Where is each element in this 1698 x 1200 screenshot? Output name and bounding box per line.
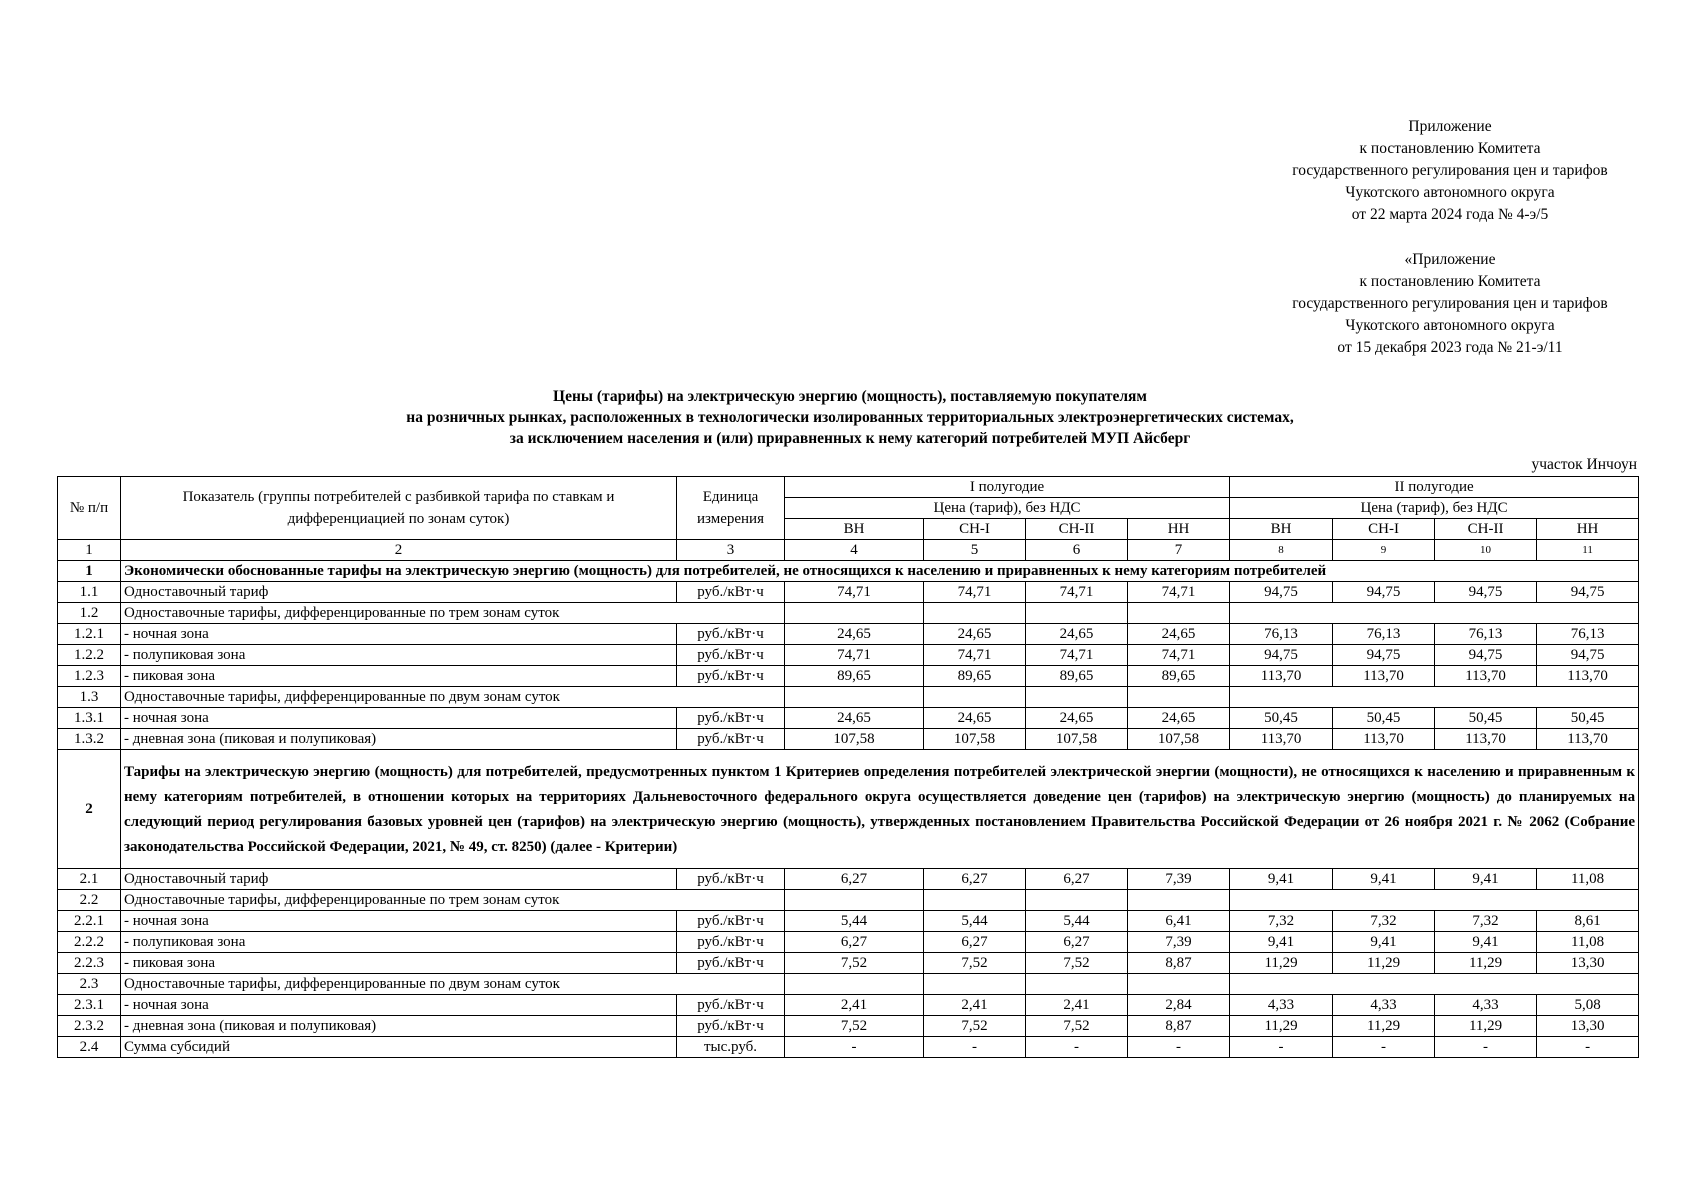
value-cell: 107,58 xyxy=(785,729,924,750)
header-half2: II полугодие xyxy=(1230,477,1639,498)
appendix-line: Чукотского автономного округа xyxy=(1345,184,1555,201)
value-cell: 6,41 xyxy=(1128,911,1230,932)
header-half1: I полугодие xyxy=(785,477,1230,498)
value-cell: 94,75 xyxy=(1435,645,1537,666)
value-cell: 6,27 xyxy=(785,932,924,953)
value-cell: - xyxy=(1128,1037,1230,1058)
column-number: 1 xyxy=(58,540,121,561)
column-number: 10 xyxy=(1435,540,1537,561)
row-unit: руб./кВт·ч xyxy=(677,932,785,953)
row-num: 1.1 xyxy=(58,582,121,603)
table-row xyxy=(58,932,1639,953)
value-cell: 94,75 xyxy=(1435,582,1537,603)
value-cell: 7,32 xyxy=(1230,911,1333,932)
value-cell: 2,41 xyxy=(785,995,924,1016)
value-cell: 50,45 xyxy=(1230,708,1333,729)
value-cell: 74,71 xyxy=(1128,645,1230,666)
value-cell: 74,71 xyxy=(1128,582,1230,603)
empty-cell xyxy=(1026,974,1128,995)
value-cell: 11,29 xyxy=(1435,953,1537,974)
value-cell: 7,52 xyxy=(1026,953,1128,974)
value-cell: - xyxy=(924,1037,1026,1058)
value-cell: - xyxy=(1537,1037,1639,1058)
section-title: Тарифы на электрическую энергию (мощность) для потребителей, предусмотренных пунктом 1 Критериев определения потребителей электрической энергии (мощности), не относящихся к населению и приравненным к нему категориям потребителей, в отношении которых на территориях Дальневосточного федерального округа осуществляется доведение цен (тарифов) на электрическую энергию (мощность) до планируемых на следующий период регулирования базовых уровней цен (тарифов) на электрическую энергию (мощность), утвержденных постановлением Правительства Российской Федерации от 26 ноября 2021 г. № 2062 (Собрание законодательства Российской Федерации, 2021, № 49, ст. 8250) (далее - Критерии) xyxy=(121,750,1639,869)
table-row xyxy=(58,974,1639,995)
row-num: 1.3 xyxy=(58,687,121,708)
empty-cell xyxy=(1230,687,1639,708)
value-cell: 5,44 xyxy=(785,911,924,932)
value-cell: 4,33 xyxy=(1333,995,1435,1016)
section-row xyxy=(58,750,1639,869)
appendix-line: Чукотского автономного округа xyxy=(1345,317,1555,334)
row-name: - ночная зона xyxy=(121,995,677,1016)
document-title xyxy=(260,386,1440,449)
value-cell: 5,08 xyxy=(1537,995,1639,1016)
empty-cell xyxy=(924,974,1026,995)
value-cell: 76,13 xyxy=(1333,624,1435,645)
value-cell: 7,52 xyxy=(1026,1016,1128,1037)
value-cell: 4,33 xyxy=(1435,995,1537,1016)
row-num: 2.2.3 xyxy=(58,953,121,974)
table-row xyxy=(58,624,1639,645)
value-cell: 6,27 xyxy=(924,869,1026,890)
value-cell: 2,84 xyxy=(1128,995,1230,1016)
table-row xyxy=(58,729,1639,750)
header-level: СН-II xyxy=(1026,519,1128,540)
value-cell: 11,29 xyxy=(1333,1016,1435,1037)
row-name: Одноставочные тарифы, дифференцированные по трем зонам суток xyxy=(121,603,785,624)
header-price-label: Цена (тариф), без НДС xyxy=(1230,498,1639,519)
value-cell: 94,75 xyxy=(1333,645,1435,666)
header-num: № п/п xyxy=(58,477,121,540)
value-cell: 6,27 xyxy=(1026,932,1128,953)
row-name: Одноставочные тарифы, дифференцированные по двум зонам суток xyxy=(121,974,785,995)
section1-body xyxy=(58,561,1639,750)
table-row xyxy=(58,603,1639,624)
empty-cell xyxy=(785,603,924,624)
value-cell: 9,41 xyxy=(1333,932,1435,953)
value-cell: 5,44 xyxy=(1026,911,1128,932)
row-name: - ночная зона xyxy=(121,624,677,645)
value-cell: 113,70 xyxy=(1230,729,1333,750)
value-cell: 11,29 xyxy=(1230,1016,1333,1037)
row-num: 1.3.2 xyxy=(58,729,121,750)
row-name: - пиковая зона xyxy=(121,666,677,687)
value-cell: 113,70 xyxy=(1333,729,1435,750)
value-cell: 9,41 xyxy=(1230,869,1333,890)
column-number: 11 xyxy=(1537,540,1639,561)
column-number: 5 xyxy=(924,540,1026,561)
value-cell: 50,45 xyxy=(1537,708,1639,729)
header-unit: Единица измерения xyxy=(677,477,785,540)
row-name: - дневная зона (пиковая и полупиковая) xyxy=(121,1016,677,1037)
title-line: на розничных рынках, расположенных в технологически изолированных территориальных электроэнергетических системах, xyxy=(406,409,1294,426)
row-name: - пиковая зона xyxy=(121,953,677,974)
row-unit: руб./кВт·ч xyxy=(677,708,785,729)
appendix-header-original xyxy=(1230,249,1670,359)
row-name: - полупиковая зона xyxy=(121,932,677,953)
value-cell: 11,08 xyxy=(1537,869,1639,890)
row-name: - полупиковая зона xyxy=(121,645,677,666)
value-cell: 11,29 xyxy=(1333,953,1435,974)
value-cell: - xyxy=(1230,1037,1333,1058)
empty-cell xyxy=(924,687,1026,708)
table-row xyxy=(58,1016,1639,1037)
row-num: 2.3.2 xyxy=(58,1016,121,1037)
value-cell: 74,71 xyxy=(1026,645,1128,666)
appendix-line: к постановлению Комитета xyxy=(1359,140,1541,157)
value-cell: 8,87 xyxy=(1128,953,1230,974)
row-num: 2.2 xyxy=(58,890,121,911)
value-cell: 13,30 xyxy=(1537,1016,1639,1037)
value-cell: 6,27 xyxy=(1026,869,1128,890)
value-cell: 7,39 xyxy=(1128,932,1230,953)
header-level: НН xyxy=(1128,519,1230,540)
empty-cell xyxy=(1128,974,1230,995)
row-unit: руб./кВт·ч xyxy=(677,953,785,974)
value-cell: 89,65 xyxy=(924,666,1026,687)
row-num: 2.1 xyxy=(58,869,121,890)
row-num: 1.2.2 xyxy=(58,645,121,666)
section-row xyxy=(58,561,1639,582)
value-cell: 50,45 xyxy=(1333,708,1435,729)
empty-cell xyxy=(924,603,1026,624)
column-number: 6 xyxy=(1026,540,1128,561)
section-name: участок Инчоун xyxy=(1531,456,1637,473)
value-cell: 5,44 xyxy=(924,911,1026,932)
header-level: ВН xyxy=(1230,519,1333,540)
header-level: СН-I xyxy=(1333,519,1435,540)
value-cell: 76,13 xyxy=(1537,624,1639,645)
empty-cell xyxy=(1128,890,1230,911)
row-name: - ночная зона xyxy=(121,708,677,729)
section2-body xyxy=(58,750,1639,1058)
row-name: Сумма субсидий xyxy=(121,1037,677,1058)
column-number: 2 xyxy=(121,540,677,561)
value-cell: 74,71 xyxy=(924,582,1026,603)
empty-cell xyxy=(1230,603,1639,624)
table-row xyxy=(58,911,1639,932)
row-num: 2.2.2 xyxy=(58,932,121,953)
empty-cell xyxy=(1128,603,1230,624)
column-number: 4 xyxy=(785,540,924,561)
row-unit: руб./кВт·ч xyxy=(677,582,785,603)
value-cell: 6,27 xyxy=(785,869,924,890)
row-unit: руб./кВт·ч xyxy=(677,645,785,666)
row-name: Одноставочные тарифы, дифференцированные по двум зонам суток xyxy=(121,687,785,708)
value-cell: 113,70 xyxy=(1537,729,1639,750)
value-cell: 94,75 xyxy=(1230,582,1333,603)
row-num: 2.3 xyxy=(58,974,121,995)
value-cell: 107,58 xyxy=(924,729,1026,750)
value-cell: 4,33 xyxy=(1230,995,1333,1016)
empty-cell xyxy=(1128,687,1230,708)
appendix-line: «Приложение xyxy=(1404,251,1496,268)
empty-cell xyxy=(924,890,1026,911)
row-name: - дневная зона (пиковая и полупиковая) xyxy=(121,729,677,750)
title-line: Цены (тарифы) на электрическую энергию (мощность), поставляемую покупателям xyxy=(553,388,1147,405)
value-cell: 50,45 xyxy=(1435,708,1537,729)
row-unit: руб./кВт·ч xyxy=(677,624,785,645)
column-number: 9 xyxy=(1333,540,1435,561)
column-number: 8 xyxy=(1230,540,1333,561)
value-cell: - xyxy=(1435,1037,1537,1058)
value-cell: 89,65 xyxy=(1128,666,1230,687)
section-num: 1 xyxy=(58,561,121,582)
title-line: за исключением населения и (или) приравненных к нему категорий потребителей МУП Айсберг xyxy=(509,430,1191,447)
empty-cell xyxy=(785,687,924,708)
empty-cell xyxy=(1026,687,1128,708)
value-cell: 113,70 xyxy=(1435,729,1537,750)
header-row xyxy=(58,477,1639,498)
table-row xyxy=(58,953,1639,974)
value-cell: 6,27 xyxy=(924,932,1026,953)
value-cell: 2,41 xyxy=(924,995,1026,1016)
value-cell: 7,52 xyxy=(785,1016,924,1037)
value-cell: - xyxy=(1026,1037,1128,1058)
value-cell: 11,08 xyxy=(1537,932,1639,953)
header-level: СН-I xyxy=(924,519,1026,540)
row-num: 1.2.1 xyxy=(58,624,121,645)
empty-cell xyxy=(1026,603,1128,624)
table-row xyxy=(58,645,1639,666)
row-num: 1.2 xyxy=(58,603,121,624)
value-cell: 9,41 xyxy=(1435,869,1537,890)
value-cell: 76,13 xyxy=(1435,624,1537,645)
value-cell: 74,71 xyxy=(1026,582,1128,603)
value-cell: 7,32 xyxy=(1435,911,1537,932)
appendix-line: от 15 декабря 2023 года № 21-э/11 xyxy=(1337,339,1563,356)
appendix-line: к постановлению Комитета xyxy=(1359,273,1541,290)
empty-cell xyxy=(1026,890,1128,911)
section-title: Экономически обоснованные тарифы на электрическую энергию (мощность) для потребителей, не относящихся к населению и приравненных к нему категориям потребителей xyxy=(121,561,1639,582)
table-row xyxy=(58,666,1639,687)
row-unit: руб./кВт·ч xyxy=(677,995,785,1016)
value-cell: 7,52 xyxy=(924,1016,1026,1037)
value-cell: 8,87 xyxy=(1128,1016,1230,1037)
header-level: ВН xyxy=(785,519,924,540)
value-cell: 9,41 xyxy=(1435,932,1537,953)
header-indicator: Показатель (группы потребителей с разбивкой тарифа по ставкам и дифференциацией по зонам суток) xyxy=(121,477,677,540)
row-num: 2.3.1 xyxy=(58,995,121,1016)
column-number: 3 xyxy=(677,540,785,561)
row-name: Одноставочный тариф xyxy=(121,582,677,603)
row-name: Одноставочные тарифы, дифференцированные по трем зонам суток xyxy=(121,890,785,911)
row-name: Одноставочный тариф xyxy=(121,869,677,890)
value-cell: 24,65 xyxy=(1026,624,1128,645)
value-cell: 2,41 xyxy=(1026,995,1128,1016)
value-cell: 107,58 xyxy=(1026,729,1128,750)
value-cell: 24,65 xyxy=(924,624,1026,645)
value-cell: 76,13 xyxy=(1230,624,1333,645)
table-row xyxy=(58,890,1639,911)
value-cell: 11,29 xyxy=(1230,953,1333,974)
value-cell: 24,65 xyxy=(924,708,1026,729)
value-cell: 7,32 xyxy=(1333,911,1435,932)
value-cell: 13,30 xyxy=(1537,953,1639,974)
value-cell: 8,61 xyxy=(1537,911,1639,932)
value-cell: 94,75 xyxy=(1537,582,1639,603)
row-unit: тыс.руб. xyxy=(677,1037,785,1058)
value-cell: 113,70 xyxy=(1230,666,1333,687)
value-cell: 24,65 xyxy=(785,624,924,645)
value-cell: 74,71 xyxy=(785,645,924,666)
row-unit: руб./кВт·ч xyxy=(677,869,785,890)
value-cell: 7,52 xyxy=(785,953,924,974)
row-unit: руб./кВт·ч xyxy=(677,911,785,932)
table-row xyxy=(58,869,1639,890)
value-cell: 113,70 xyxy=(1537,666,1639,687)
empty-cell xyxy=(785,974,924,995)
table-row xyxy=(58,582,1639,603)
value-cell: 11,29 xyxy=(1435,1016,1537,1037)
value-cell: 24,65 xyxy=(1128,708,1230,729)
value-cell: 7,52 xyxy=(924,953,1026,974)
table-row xyxy=(58,995,1639,1016)
value-cell: 24,65 xyxy=(1128,624,1230,645)
section-num: 2 xyxy=(58,750,121,869)
value-cell: 9,41 xyxy=(1230,932,1333,953)
row-unit: руб./кВт·ч xyxy=(677,666,785,687)
value-cell: 74,71 xyxy=(785,582,924,603)
column-number: 7 xyxy=(1128,540,1230,561)
value-cell: 24,65 xyxy=(1026,708,1128,729)
empty-cell xyxy=(1230,974,1639,995)
appendix-line: от 22 марта 2024 года № 4-э/5 xyxy=(1351,206,1549,223)
column-number-row xyxy=(58,540,1639,561)
value-cell: 9,41 xyxy=(1333,869,1435,890)
value-cell: 113,70 xyxy=(1333,666,1435,687)
value-cell: 94,75 xyxy=(1537,645,1639,666)
appendix-line: государственного регулирования цен и тарифов xyxy=(1292,295,1608,312)
value-cell: 74,71 xyxy=(924,645,1026,666)
appendix-header-current xyxy=(1230,116,1670,226)
appendix-line: государственного регулирования цен и тарифов xyxy=(1292,162,1608,179)
value-cell: 24,65 xyxy=(785,708,924,729)
value-cell: 89,65 xyxy=(785,666,924,687)
empty-cell xyxy=(785,890,924,911)
header-level: НН xyxy=(1537,519,1639,540)
row-num: 2.4 xyxy=(58,1037,121,1058)
header-level: СН-II xyxy=(1435,519,1537,540)
value-cell: 107,58 xyxy=(1128,729,1230,750)
value-cell: - xyxy=(785,1037,924,1058)
row-unit: руб./кВт·ч xyxy=(677,1016,785,1037)
row-num: 1.3.1 xyxy=(58,708,121,729)
table-row xyxy=(58,708,1639,729)
table-row xyxy=(58,1037,1639,1058)
appendix-line: Приложение xyxy=(1408,118,1492,135)
row-name: - ночная зона xyxy=(121,911,677,932)
header-price-label: Цена (тариф), без НДС xyxy=(785,498,1230,519)
empty-cell xyxy=(1230,890,1639,911)
value-cell: 89,65 xyxy=(1026,666,1128,687)
value-cell: 7,39 xyxy=(1128,869,1230,890)
value-cell: 94,75 xyxy=(1333,582,1435,603)
row-num: 1.2.3 xyxy=(58,666,121,687)
table-row xyxy=(58,687,1639,708)
tariff-table xyxy=(57,476,1639,1058)
value-cell: 113,70 xyxy=(1435,666,1537,687)
value-cell: 94,75 xyxy=(1230,645,1333,666)
row-num: 2.2.1 xyxy=(58,911,121,932)
row-unit: руб./кВт·ч xyxy=(677,729,785,750)
value-cell: - xyxy=(1333,1037,1435,1058)
